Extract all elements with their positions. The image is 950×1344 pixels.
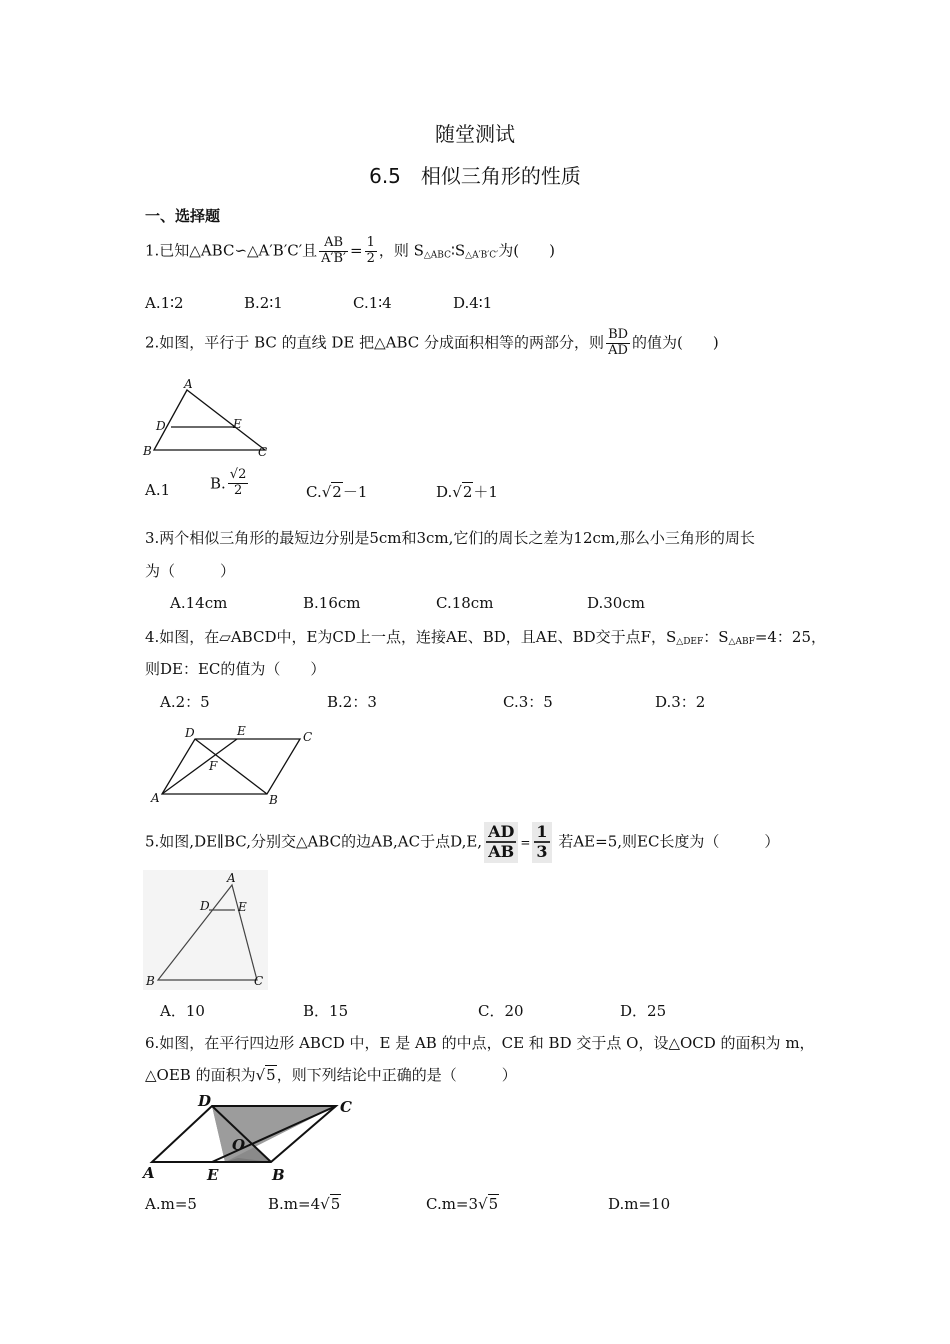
q5-option-b[interactable]: B．15 <box>303 1002 349 1020</box>
q2-label-c: C <box>258 445 268 459</box>
question-3-line1: 3.两个相似三角形的最短边分别是5cm和3cm,它们的周长之差为12cm,那么小三角形的周长 <box>145 529 755 547</box>
q5-label-a: A <box>227 871 236 885</box>
q5-label-e: E <box>238 900 247 914</box>
q6-label-a: A <box>143 1164 155 1182</box>
question-5: 5.如图,DE∥BC,分别交△ABC的边AB,AC于点D,E, $\frac{AD}{AB}$ = $\frac{1}{3}$ 若AE=5,则EC长度为（ ） <box>145 822 780 862</box>
question-6-line2: △OEB 的面积为√5，则下列结论中正确的是（ ） <box>145 1066 517 1084</box>
q6-label-b: B <box>272 1166 285 1184</box>
q6-option-d[interactable]: D.m=10 <box>608 1195 671 1213</box>
q4-label-e: E <box>237 724 246 738</box>
q2-label-d: D <box>156 419 166 433</box>
q2-option-a[interactable]: A.1 <box>145 481 171 499</box>
q6-option-c[interactable]: C.m=3√5 <box>426 1195 499 1213</box>
q2-option-c[interactable]: C.√2－1 <box>306 483 368 501</box>
q5-option-c[interactable]: C．20 <box>478 1002 524 1020</box>
sqrt-symbol: √5 <box>320 1195 341 1213</box>
question-4-line1: 4.如图，在▱ABCD中，E为CD上一点，连接AE、BD，且AE、BD交于点F，$S_{\triangle DEF}$：$S_{\triangle ABF}=4$：25， <box>145 628 827 647</box>
q4-option-c[interactable]: C.3：5 <box>503 693 553 711</box>
q1-prefix: 1.已知△ABC∽△A′B′C′且 <box>145 241 318 260</box>
q4-parallelogram-figure <box>145 722 325 808</box>
q1-option-d[interactable]: D.4∶1 <box>453 294 493 312</box>
question-4-line2: 则DE：EC的值为（ ） <box>145 660 326 678</box>
page-subtitle: 6.5 相似三角形的性质 <box>369 164 581 188</box>
q4-label-c: C <box>303 730 313 744</box>
q6-option-b[interactable]: B.m=4√5 <box>268 1195 341 1213</box>
q3-option-d[interactable]: D.30cm <box>587 594 645 612</box>
q5-option-d[interactable]: D．25 <box>620 1002 667 1020</box>
q6-option-a[interactable]: A.m=5 <box>145 1195 197 1213</box>
page-title: 随堂测试 <box>435 122 515 146</box>
q6-label-o: O <box>232 1136 246 1154</box>
q4-option-b[interactable]: B.2：3 <box>327 693 377 711</box>
sqrt-symbol: √2 <box>321 483 342 501</box>
q5-label-d: D <box>200 899 210 913</box>
q2-option-d[interactable]: D.√2＋1 <box>436 483 498 501</box>
q4-label-b: B <box>269 793 278 807</box>
section-title: 一、选择题 <box>145 207 221 225</box>
q1-fraction-half: $\frac{1}{2}$ <box>366 235 375 266</box>
q5-label-c: C <box>254 974 264 988</box>
q4-label-d: D <box>185 726 195 740</box>
q6-label-e: E <box>207 1166 219 1184</box>
q2-option-b[interactable]: B. $\frac{√2}{2}$ <box>210 467 247 498</box>
q6-label-c: C <box>340 1098 352 1116</box>
q6-parallelogram-figure <box>140 1090 355 1186</box>
sqrt-symbol: √5 <box>478 1195 499 1213</box>
q1-option-c[interactable]: C.1∶4 <box>353 294 392 312</box>
q2-label-b: B <box>143 444 152 458</box>
q2-label-e: E <box>233 417 242 431</box>
question-2: 2.如图，平行于 BC 的直线 DE 把△ABC 分成面积相等的两部分，则 $\frac{BD}{AD}$ 的值为( ) <box>145 327 719 358</box>
q2-fraction: $\frac{BD}{AD}$ <box>608 327 629 358</box>
q2-label-a: A <box>184 378 193 391</box>
q4-label-a: A <box>151 791 160 805</box>
q5-fraction-image: $\frac{AD}{AB}$ <box>484 822 518 863</box>
question-3-line2: 为（ ） <box>145 562 236 580</box>
q6-label-d: D <box>198 1092 212 1110</box>
q3-option-c[interactable]: C.18cm <box>436 594 494 612</box>
q1-option-b[interactable]: B.2∶1 <box>244 294 283 312</box>
question-1: 1.已知△ABC∽△A′B′C′且 $\frac{AB}{A'B'}$ = $\frac{1}{2}$ ，则 $S_{\triangle ABC}∶S_{\triangle A'B'C'}$为( ) <box>145 235 555 266</box>
q1-option-a[interactable]: A.1∶2 <box>145 294 184 312</box>
q1-fraction-ab: $\frac{AB}{A'B'}$ <box>321 235 346 266</box>
q4-label-f: F <box>209 759 218 773</box>
q3-option-a[interactable]: A.14cm <box>170 594 228 612</box>
question-6-line1: 6.如图，在平行四边形 ABCD 中，E 是 AB 的中点，CE 和 BD 交于点 O，设△OCD 的面积为 m， <box>145 1034 815 1052</box>
q5-label-b: B <box>146 974 155 988</box>
sqrt-symbol: √2 <box>452 483 473 501</box>
q5-option-a[interactable]: A．10 <box>160 1002 205 1020</box>
q5-triangle-figure <box>143 870 268 990</box>
sqrt-symbol: √5 <box>255 1066 276 1084</box>
q4-option-a[interactable]: A.2：5 <box>160 693 210 711</box>
q4-option-d[interactable]: D.3：2 <box>655 693 706 711</box>
q2-triangle-figure <box>140 378 280 460</box>
q3-option-b[interactable]: B.16cm <box>303 594 361 612</box>
